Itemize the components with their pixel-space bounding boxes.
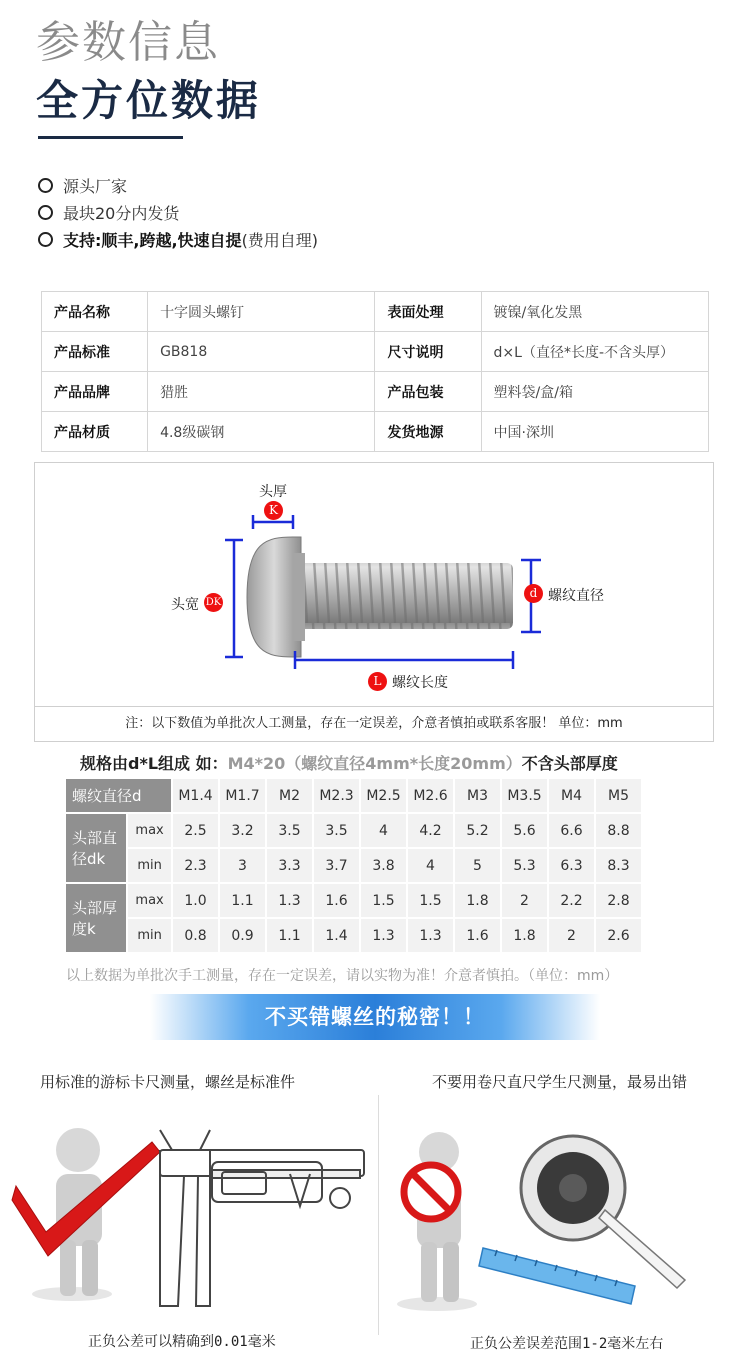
screw-head xyxy=(247,537,301,657)
table-cell: 1.6 xyxy=(314,884,359,917)
circle-bullet-icon xyxy=(38,205,53,220)
info-key: 产品包装 xyxy=(375,372,481,412)
table-cell: M5 xyxy=(596,779,641,812)
product-info-table xyxy=(41,291,709,452)
screw-dimension-diagram xyxy=(34,462,714,742)
spec-heading-right: 不含头部厚度 xyxy=(521,754,618,773)
info-value: 4.8级碳钢 xyxy=(148,412,375,452)
info-value: 十字圆头螺钉 xyxy=(148,292,375,332)
table-row xyxy=(42,332,709,372)
limit-label: max xyxy=(128,814,171,847)
table-cell: 3.7 xyxy=(314,849,359,882)
measurement-note: 注：以下数值为单批次人工测量，存在一定误差，介意者慎拍或联系客服！ 单位：mm xyxy=(35,706,713,741)
circle-bullet-icon xyxy=(38,232,53,247)
table-cell: 1.0 xyxy=(173,884,218,917)
left-panel-footer: 正负公差可以精确到0.01毫米 xyxy=(88,1334,276,1350)
table-cell: 1.5 xyxy=(361,884,406,917)
info-key: 发货地源 xyxy=(375,412,481,452)
table-cell: 2 xyxy=(502,884,547,917)
info-value: d×L（直径*长度-不含头厚） xyxy=(481,332,708,372)
spec-heading xyxy=(80,751,618,774)
table-cell: 1.3 xyxy=(361,919,406,952)
circle-bullet-icon xyxy=(38,178,53,193)
table-cell: M2.6 xyxy=(408,779,453,812)
prohibited-sign-icon xyxy=(404,1165,458,1219)
feature-text-bold: 支持:顺丰,跨越,快速自提 xyxy=(63,231,242,250)
limit-label: max xyxy=(128,884,171,917)
dk-badge: DK xyxy=(204,593,223,612)
info-key: 产品名称 xyxy=(42,292,148,332)
table-cell: M2.3 xyxy=(314,779,359,812)
table-cell: 1.6 xyxy=(455,919,500,952)
k-badge: K xyxy=(264,501,283,520)
limit-label: min xyxy=(128,919,171,952)
table-cell: 3.2 xyxy=(220,814,265,847)
info-value: 中国·深圳 xyxy=(481,412,708,452)
table-cell: 1.4 xyxy=(314,919,359,952)
spec-table xyxy=(64,777,643,954)
info-value: 塑料袋/盒/箱 xyxy=(481,372,708,412)
table-cell: M3 xyxy=(455,779,500,812)
table-cell: 5 xyxy=(455,849,500,882)
info-value: GB818 xyxy=(148,332,375,372)
table-row xyxy=(66,779,641,812)
feature-item xyxy=(38,174,127,197)
table-cell: 6.3 xyxy=(549,849,594,882)
table-cell: 1.3 xyxy=(267,884,312,917)
info-value: 猎胜 xyxy=(148,372,375,412)
table-cell: 2.5 xyxy=(173,814,218,847)
feature-text: 最块20分内发货 xyxy=(63,204,180,223)
head-thickness-label: 头厚 xyxy=(259,484,287,500)
d-badge: d xyxy=(524,584,543,603)
row-header: 头部厚度k xyxy=(66,884,126,952)
table-cell: 1.1 xyxy=(220,884,265,917)
table-cell: 6.6 xyxy=(549,814,594,847)
info-key: 产品材质 xyxy=(42,412,148,452)
table-cell: 5.2 xyxy=(455,814,500,847)
table-cell: 4 xyxy=(361,814,406,847)
right-panel-caption: 不要用卷尺直尺学生尺测量，最易出错 xyxy=(432,1073,688,1091)
feature-text-note: (费用自理) xyxy=(241,231,319,250)
table-cell: 2.2 xyxy=(549,884,594,917)
thread-length-label: 螺纹长度 xyxy=(392,675,448,691)
table-cell: M2 xyxy=(267,779,312,812)
table-cell: 0.9 xyxy=(220,919,265,952)
spec-table-note: 以上数据为单批次手工测量，存在一定误差，请以实物为准！介意者慎拍。（单位：mm） xyxy=(66,968,619,984)
table-cell: 1.3 xyxy=(408,919,453,952)
table-cell: 5.3 xyxy=(502,849,547,882)
l-badge: L xyxy=(368,672,387,691)
table-row xyxy=(66,884,641,917)
table-cell: 0.8 xyxy=(173,919,218,952)
spec-heading-left: 规格由d*L组成 xyxy=(80,754,191,773)
table-cell: 8.3 xyxy=(596,849,641,882)
row-header: 头部直径dk xyxy=(66,814,126,882)
thread-diameter-label: 螺纹直径 xyxy=(548,588,604,604)
table-cell: 3.8 xyxy=(361,849,406,882)
table-cell: 3 xyxy=(220,849,265,882)
table-row xyxy=(42,372,709,412)
title-underline xyxy=(38,136,183,139)
table-cell: 4 xyxy=(408,849,453,882)
table-cell: 3.5 xyxy=(267,814,312,847)
row-header: 螺纹直径d xyxy=(66,779,171,812)
table-cell: 1.1 xyxy=(267,919,312,952)
table-row xyxy=(42,412,709,452)
table-cell: M2.5 xyxy=(361,779,406,812)
table-row xyxy=(66,849,641,882)
tape-measure-illustration xyxy=(395,1110,740,1320)
table-cell: 1.8 xyxy=(502,919,547,952)
table-cell: 8.8 xyxy=(596,814,641,847)
table-cell: 5.6 xyxy=(502,814,547,847)
table-cell: 3.5 xyxy=(314,814,359,847)
secret-banner: 不买错螺丝的秘密！！ xyxy=(150,994,600,1040)
table-cell: 2 xyxy=(549,919,594,952)
feature-item xyxy=(38,201,179,224)
page-title: 全方位数据 xyxy=(36,76,262,125)
table-cell: 1.5 xyxy=(408,884,453,917)
table-cell: 1.8 xyxy=(455,884,500,917)
table-cell: M3.5 xyxy=(502,779,547,812)
table-cell: 2.6 xyxy=(596,919,641,952)
spec-heading-example: M4*20（螺纹直径4mm*长度20mm） xyxy=(227,754,522,773)
info-key: 表面处理 xyxy=(375,292,481,332)
table-cell: M1.7 xyxy=(220,779,265,812)
spec-heading-as: 如： xyxy=(190,754,228,773)
caliper-illustration xyxy=(10,1110,370,1320)
limit-label: min xyxy=(128,849,171,882)
feature-text: 源头厂家 xyxy=(63,177,128,196)
screw-shaft xyxy=(297,563,513,629)
screw-illustration xyxy=(35,463,713,706)
left-panel-caption: 用标准的游标卡尺测量，螺丝是标准件 xyxy=(40,1073,296,1091)
info-value: 镀镍/氧化发黑 xyxy=(481,292,708,332)
table-cell: 2.3 xyxy=(173,849,218,882)
info-key: 产品品牌 xyxy=(42,372,148,412)
head-width-label: 头宽 xyxy=(171,597,199,613)
right-panel-footer: 正负公差误差范围1-2毫米左右 xyxy=(470,1336,664,1352)
panel-divider xyxy=(378,1095,379,1335)
table-cell: M1.4 xyxy=(173,779,218,812)
table-cell: 4.2 xyxy=(408,814,453,847)
info-key: 产品标准 xyxy=(42,332,148,372)
table-row xyxy=(66,919,641,952)
table-cell: M4 xyxy=(549,779,594,812)
screw-neck xyxy=(293,553,305,641)
vernier-caliper-icon xyxy=(160,1130,364,1306)
table-row xyxy=(66,814,641,847)
table-row xyxy=(42,292,709,332)
table-cell: 2.8 xyxy=(596,884,641,917)
table-cell: 3.3 xyxy=(267,849,312,882)
feature-item xyxy=(38,228,318,251)
blue-ruler-icon xyxy=(479,1248,635,1304)
page-subtitle: 参数信息 xyxy=(36,17,220,68)
info-key: 尺寸说明 xyxy=(375,332,481,372)
